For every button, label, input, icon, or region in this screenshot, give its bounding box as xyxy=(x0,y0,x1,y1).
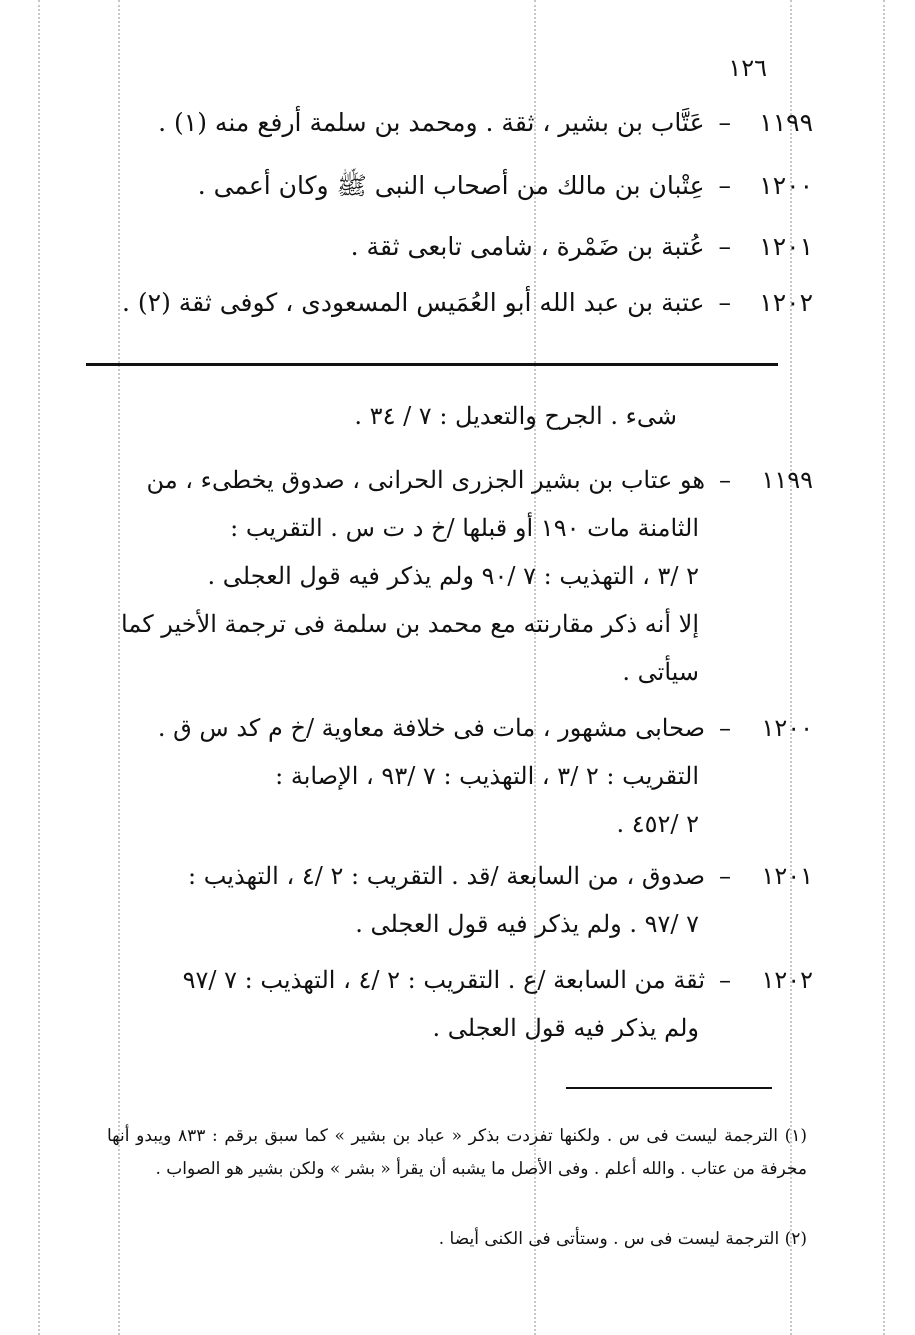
note-line: ٧ /٩٧ . ولم يذكر فيه قول العجلى . xyxy=(355,910,699,938)
note-first-line: صدوق ، من السابعة /قد . التقريب : ٢ /٤ ، التهذيب : xyxy=(188,862,705,890)
notes-continuation: شىء . الجرح والتعديل : ٧ / ٣٤ . xyxy=(354,402,677,430)
footnote: (٢) الترجمة ليست فى س . وستأتى فى الكنى أيضا . xyxy=(438,1229,807,1249)
note-item xyxy=(113,956,813,1052)
note-dash: – xyxy=(719,862,731,890)
entry-number: ١١٩٩ xyxy=(759,108,813,137)
entry-dash: – xyxy=(718,171,731,200)
entry-number: ١٢٠٢ xyxy=(759,288,813,317)
note-line: ولم يذكر فيه قول العجلى . xyxy=(432,1014,699,1042)
entry-text: عَتَّاب بن بشير ، ثقة . ومحمد بن سلمة أرفع منه (١) . xyxy=(158,108,705,137)
note-dash: – xyxy=(719,466,731,494)
scan-artifact-line xyxy=(883,0,885,1335)
note-dash: – xyxy=(719,966,731,994)
entry xyxy=(113,170,813,207)
entry-dash: – xyxy=(718,108,731,137)
footnote-separator xyxy=(566,1087,772,1089)
entry xyxy=(113,232,813,261)
note-number: ١٢٠١ xyxy=(761,862,813,890)
entry-text: عتبة بن عبد الله أبو العُمَيس المسعودى ، كوفى ثقة (٢) . xyxy=(121,288,705,317)
note-first-line: صحابى مشهور ، مات فى خلافة معاوية /خ م كد س ق . xyxy=(157,714,705,742)
footnote: (١) الترجمة ليست فى س . ولكنها تفردت بذكر « عباد بن بشير » كما سبق برقم : ٨٣٣ ويبدو أنها محرفة من عتاب . والله أعلم . وفى الأصل ما يشبه أن يقرأ « بشر » ولكن بشير هو الصواب . xyxy=(107,1126,808,1179)
note-line: ٢ /٤٥٢ . xyxy=(616,810,699,838)
note-line: الثامنة مات ١٩٠ أو قبلها /خ د ت س . التقريب : xyxy=(230,514,699,542)
note-dash: – xyxy=(719,714,731,742)
scan-artifact-line xyxy=(38,0,40,1335)
note-line: سيأتى . xyxy=(622,658,699,686)
note-number: ١٢٠٢ xyxy=(761,966,813,994)
entry-dash: – xyxy=(718,288,731,317)
entry-dash: – xyxy=(718,232,731,261)
section-divider xyxy=(86,363,778,366)
note-item xyxy=(113,456,813,696)
entry-text: عُتبة بن ضَمْرة ، شامى تابعى ثقة . xyxy=(350,232,705,261)
entry-number: ١٢٠٠ xyxy=(759,171,813,200)
note-line: ٢ /٣ ، التهذيب : ٧ /٩٠ ولم يذكر فيه قول العجلى . xyxy=(207,562,699,590)
note-line: التقريب : ٢ /٣ ، التهذيب : ٧ /٩٣ ، الإصابة : xyxy=(275,762,699,790)
entry xyxy=(113,108,813,137)
note-first-line: هو عتاب بن بشير الجزرى الحرانى ، صدوق يخطىء ، من xyxy=(146,466,705,494)
entry xyxy=(113,288,813,317)
note-number: ١١٩٩ xyxy=(761,466,813,494)
note-item xyxy=(113,704,813,848)
note-number: ١٢٠٠ xyxy=(761,714,813,742)
note-item xyxy=(113,852,813,948)
note-first-line: ثقة من السابعة /ع . التقريب : ٢ /٤ ، التهذيب : ٧ /٩٧ xyxy=(182,966,705,994)
page-number: ١٢٦ xyxy=(728,54,767,82)
entry-number: ١٢٠١ xyxy=(759,232,813,261)
entry-text: عِتْبان بن مالك من أصحاب النبى ﷺ وكان أعمى . xyxy=(197,171,705,200)
note-line: إلا أنه ذكر مقارنته مع محمد بن سلمة فى ترجمة الأخير كما xyxy=(121,610,699,638)
